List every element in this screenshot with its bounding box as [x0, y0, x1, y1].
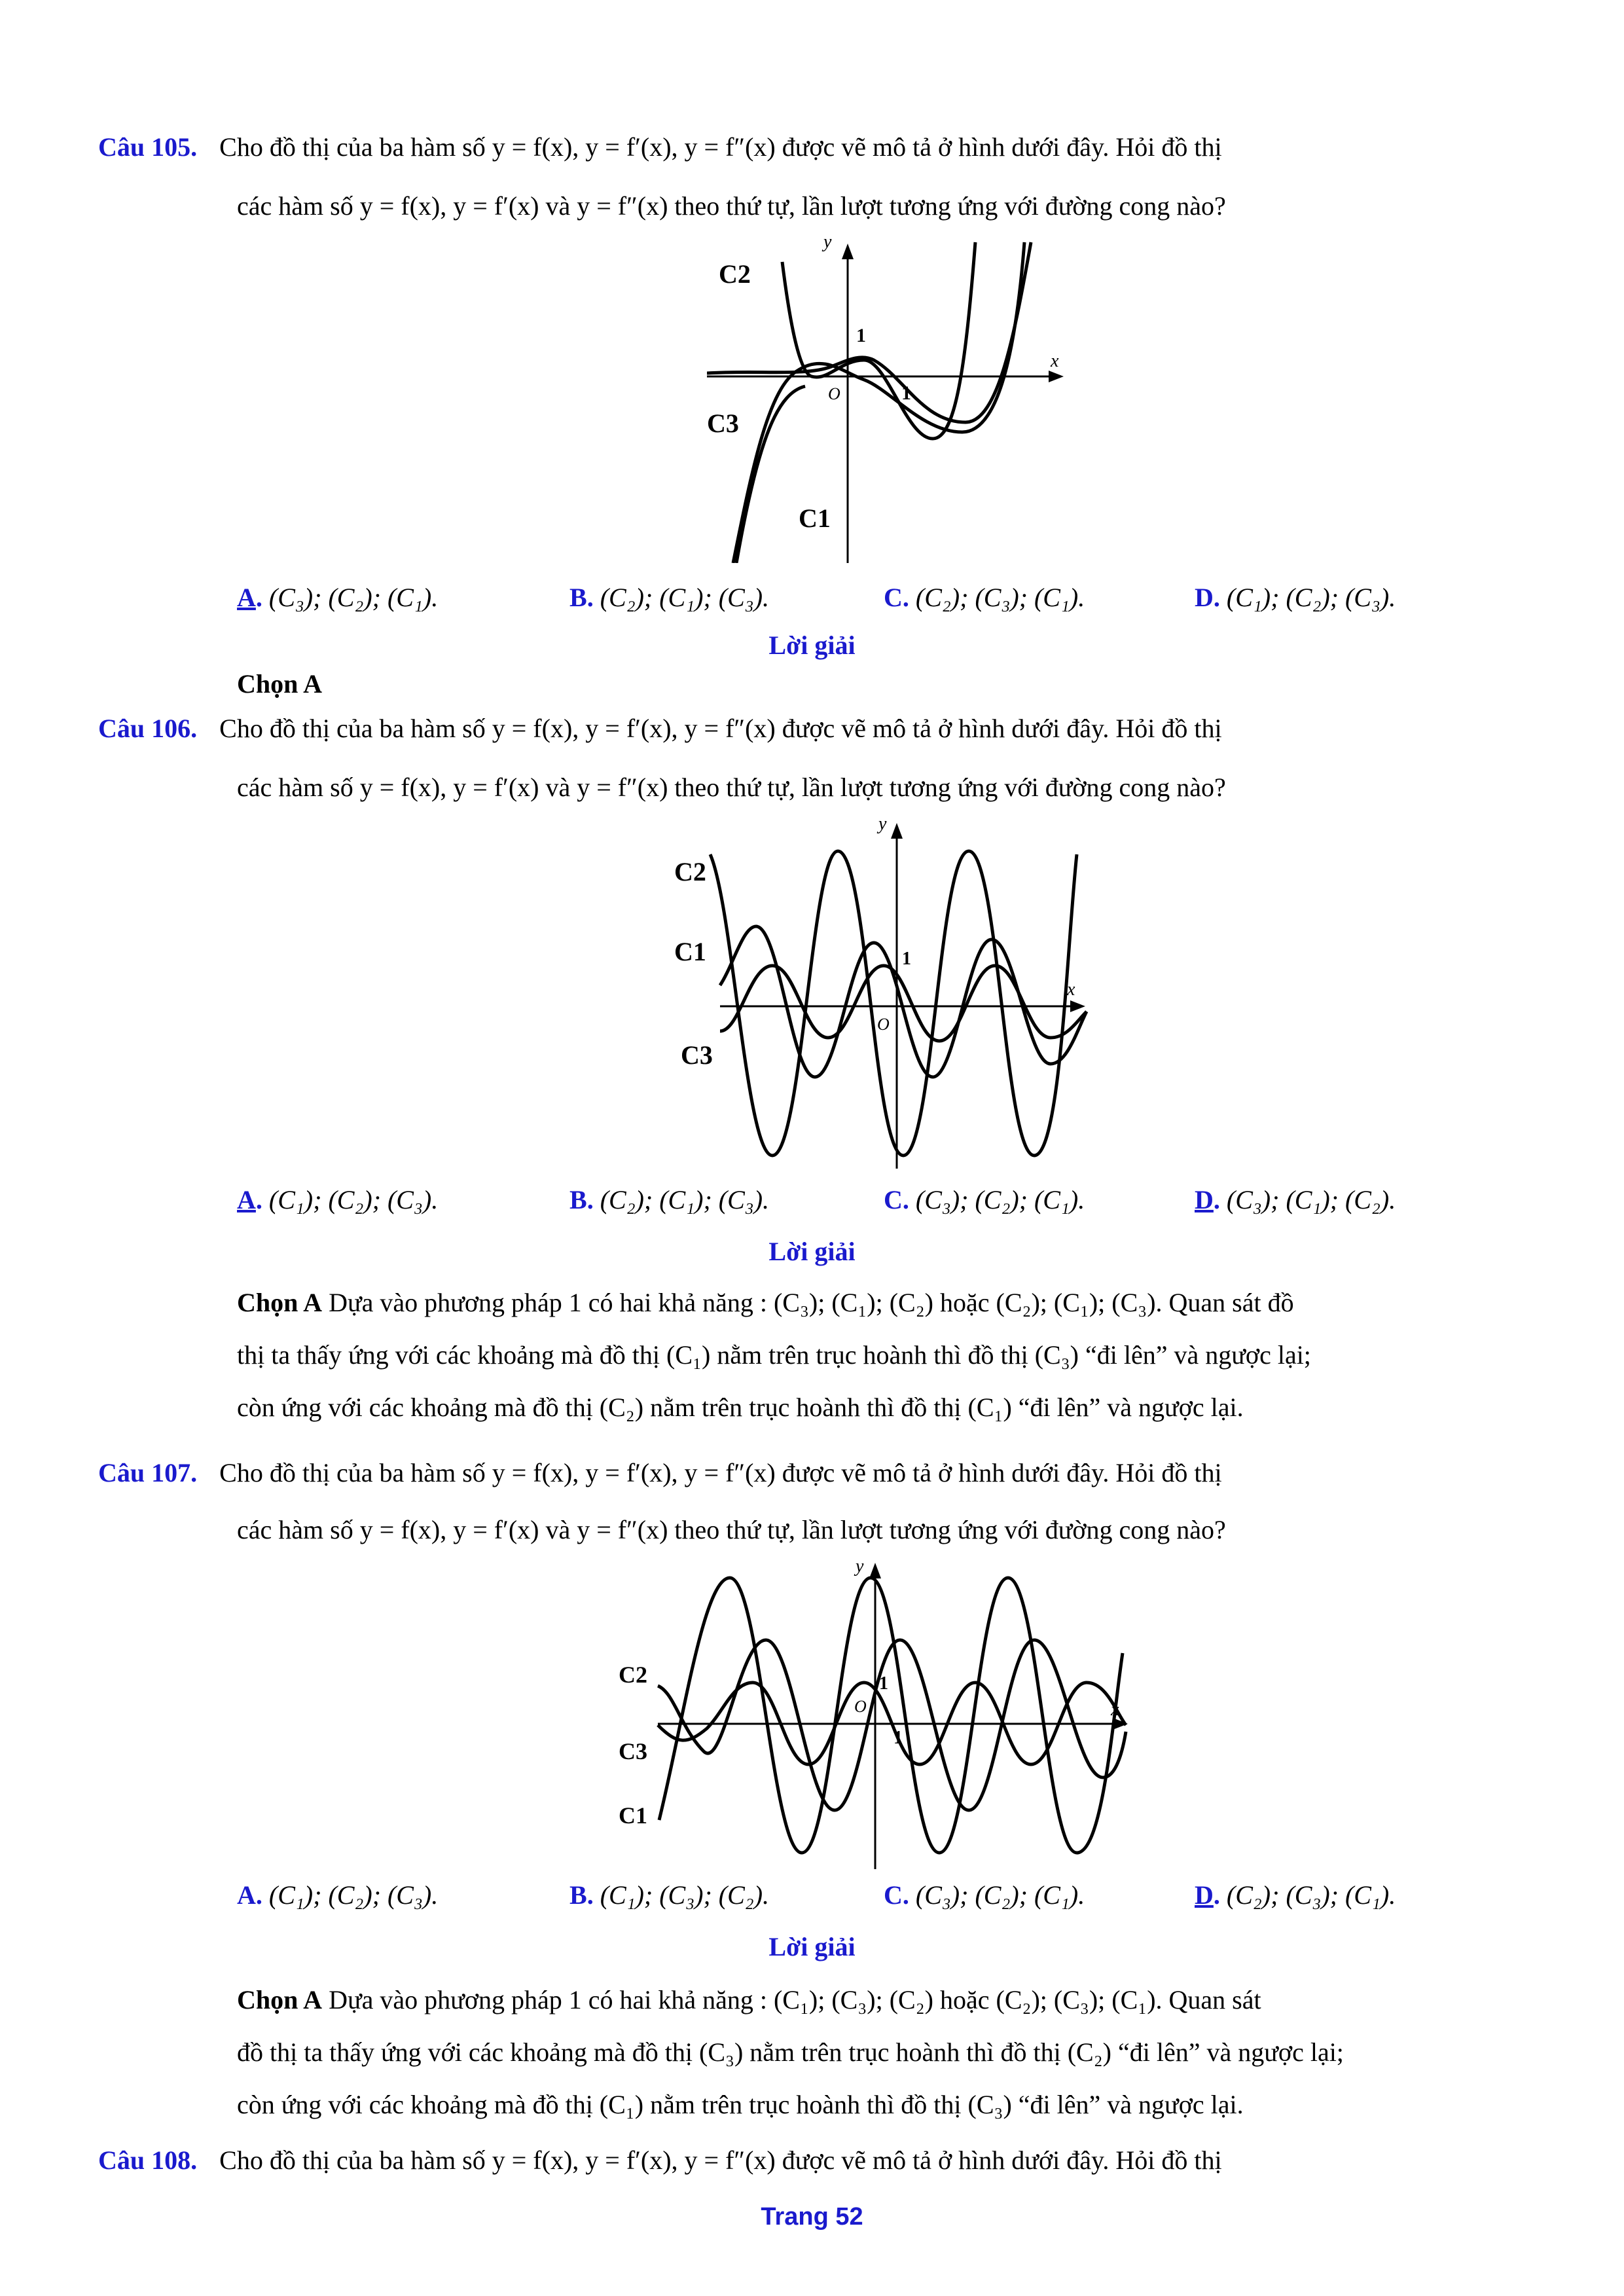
curve-label-c3: C3	[707, 409, 739, 438]
explain-text: Dựa vào phương pháp 1 có hai khả năng : (C₃); (C₁); (C₂) hoặc (C₂); (C₁); (C₃). Quan sát đồ	[322, 1288, 1294, 1317]
y-axis-label: y	[878, 815, 887, 834]
explain-line1	[237, 1984, 1261, 2016]
option-c[interactable]: C. (C₃); (C₂); (C₁).	[884, 1880, 1085, 1910]
explain-line1	[237, 1286, 1294, 1319]
option-text: (C₃); (C₂); (C₁).	[915, 1185, 1085, 1214]
question-105-line2: các hàm số y = f(x), y = f′(x) và y = f″(x) theo thứ tự, lần lượt tương ứng với đường cong nào?	[237, 191, 1226, 221]
solution-title: Lời giải	[768, 1932, 856, 1961]
option-text: (C₁); (C₂); (C₃).	[268, 1185, 439, 1214]
option-letter: D	[1195, 1880, 1214, 1910]
option-a[interactable]: A. (C₁); (C₂); (C₃).	[237, 1880, 439, 1910]
answer: Chọn A	[237, 1288, 323, 1317]
answer: Chọn A	[237, 1985, 323, 2014]
option-text: (C₃); (C₁); (C₂).	[1226, 1185, 1396, 1214]
option-letter: A	[237, 1185, 256, 1214]
question-106-line1	[98, 712, 1222, 745]
question-106-line2: các hàm số y = f(x), y = f′(x) và y = f″(x) theo thứ tự, lần lượt tương ứng với đường cong nào?	[237, 773, 1226, 802]
option-a[interactable]: A. (C₃); (C₂); (C₁).	[237, 583, 439, 612]
option-text: (C₁); (C₂); (C₃).	[1226, 583, 1396, 612]
option-text: (C₂); (C₃); (C₁).	[1226, 1880, 1396, 1910]
question-108-line1	[98, 2144, 1222, 2177]
x-axis-label: x	[1111, 1700, 1119, 1720]
option-letter: B	[569, 1185, 587, 1214]
question-107-line1	[98, 1457, 1222, 1489]
option-letter: C	[884, 1185, 903, 1214]
explain-text: Dựa vào phương pháp 1 có hai khả năng : (C₁); (C₃); (C₂) hoặc (C₂); (C₃); (C₁). Quan sát	[322, 1985, 1261, 2014]
option-letter: B	[569, 1880, 587, 1910]
answer: Chọn A	[237, 669, 323, 699]
explain-line2: thị ta thấy ứng với các khoảng mà đồ thị (C₁) nằm trên trục hoành thì đồ thị (C₃) “đi lên” và ngược lại;	[237, 1340, 1311, 1370]
y-axis-label: y	[823, 236, 832, 252]
origin-label: O	[877, 1015, 890, 1034]
solution-title: Lời giải	[768, 1237, 856, 1266]
option-text: (C₁); (C₃); (C₂).	[600, 1880, 770, 1910]
curve-label-c2: C2	[719, 259, 751, 289]
explain-line3: còn ứng với các khoảng mà đồ thị (C₁) nằm trên trục hoành thì đồ thị (C₃) “đi lên” và ngược lại.	[237, 2090, 1244, 2119]
graph-105	[707, 236, 1074, 563]
option-a[interactable]: A. (C₁); (C₂); (C₃).	[237, 1185, 439, 1214]
origin-label: O	[828, 384, 840, 403]
option-letter: D	[1195, 583, 1214, 612]
x-axis-label: x	[1051, 351, 1059, 371]
option-c[interactable]: C. (C₂); (C₃); (C₁).	[884, 583, 1085, 612]
curve-label-c1: C1	[619, 1802, 647, 1829]
y-tick-1: 1	[902, 949, 911, 969]
question-label: Câu 107.	[98, 1458, 198, 1487]
curve-label-c3: C3	[681, 1040, 713, 1070]
option-text: (C₂); (C₁); (C₃).	[600, 583, 770, 612]
question-label: Câu 108.	[98, 2145, 198, 2175]
option-b[interactable]: B. (C₂); (C₁); (C₃).	[569, 583, 770, 612]
question-text: Cho đồ thị của ba hàm số y = f(x), y = f′(x), y = f″(x) được vẽ mô tả ở hình dưới đây. Hỏi đồ thị	[219, 1458, 1222, 1487]
curve-label-c2: C2	[619, 1662, 647, 1688]
option-d[interactable]: D. (C₂); (C₃); (C₁).	[1195, 1880, 1396, 1910]
option-b[interactable]: B. (C₁); (C₃); (C₂).	[569, 1880, 770, 1910]
option-text: (C₃); (C₂); (C₁).	[268, 583, 439, 612]
graph-106	[674, 815, 1093, 1169]
explain-line2: đồ thị ta thấy ứng với các khoảng mà đồ thị (C₃) nằm trên trục hoành thì đồ thị (C₂) “đi lên” và ngược lại;	[237, 2037, 1344, 2067]
option-text: (C₂); (C₁); (C₃).	[600, 1185, 770, 1214]
y-tick-1: 1	[856, 325, 866, 346]
option-d[interactable]: D. (C₁); (C₂); (C₃).	[1195, 583, 1396, 612]
explain-line3: còn ứng với các khoảng mà đồ thị (C₂) nằm trên trục hoành thì đồ thị (C₁) “đi lên” và ngược lại.	[237, 1393, 1244, 1422]
graph-107	[619, 1555, 1136, 1869]
option-d[interactable]: D. (C₃); (C₁); (C₂).	[1195, 1185, 1396, 1214]
origin-label: O	[854, 1697, 867, 1716]
solution-title: Lời giải	[768, 630, 856, 660]
option-letter: A	[237, 1880, 256, 1910]
question-text: Cho đồ thị của ba hàm số y = f(x), y = f′(x), y = f″(x) được vẽ mô tả ở hình dưới đây. Hỏi đồ thị	[219, 2145, 1222, 2175]
page-number: Trang 52	[761, 2203, 863, 2231]
question-105-line1	[98, 131, 1222, 164]
curve-label-c1: C1	[799, 503, 831, 533]
question-text: Cho đồ thị của ba hàm số y = f(x), y = f′(x), y = f″(x) được vẽ mô tả ở hình dưới đây. Hỏi đồ thị	[219, 714, 1222, 743]
curve-label-c1: C1	[674, 937, 706, 966]
curve-c3	[707, 242, 1031, 422]
question-label: Câu 106.	[98, 714, 198, 743]
y-tick-1: 1	[879, 1673, 888, 1694]
curve-c1	[733, 242, 1024, 563]
y-axis-label: y	[856, 1556, 864, 1576]
option-letter: D	[1195, 1185, 1214, 1214]
curve-label-c2: C2	[674, 857, 706, 886]
question-label: Câu 105.	[98, 132, 198, 162]
option-letter: C	[884, 1880, 903, 1910]
option-text: (C₁); (C₂); (C₃).	[268, 1880, 439, 1910]
curve-c3	[720, 966, 1087, 1041]
option-letter: C	[884, 583, 903, 612]
option-text: (C₂); (C₃); (C₁).	[915, 583, 1085, 612]
option-letter: A	[237, 583, 256, 612]
option-b[interactable]: B. (C₂); (C₁); (C₃).	[569, 1185, 770, 1214]
option-c[interactable]: C. (C₃); (C₂); (C₁).	[884, 1185, 1085, 1214]
x-tick-1: 1	[893, 1728, 903, 1748]
question-text: Cho đồ thị của ba hàm số y = f(x), y = f′(x), y = f″(x) được vẽ mô tả ở hình dưới đây. Hỏi đồ thị	[219, 132, 1222, 162]
curve-c2	[782, 242, 975, 439]
option-text: (C₃); (C₂); (C₁).	[915, 1880, 1085, 1910]
x-axis-label: x	[1067, 979, 1075, 1000]
option-letter: B	[569, 583, 587, 612]
question-107-line2: các hàm số y = f(x), y = f′(x) và y = f″(x) theo thứ tự, lần lượt tương ứng với đường cong nào?	[237, 1515, 1226, 1544]
curve-label-c3: C3	[619, 1738, 647, 1764]
x-tick-1: 1	[901, 382, 911, 404]
